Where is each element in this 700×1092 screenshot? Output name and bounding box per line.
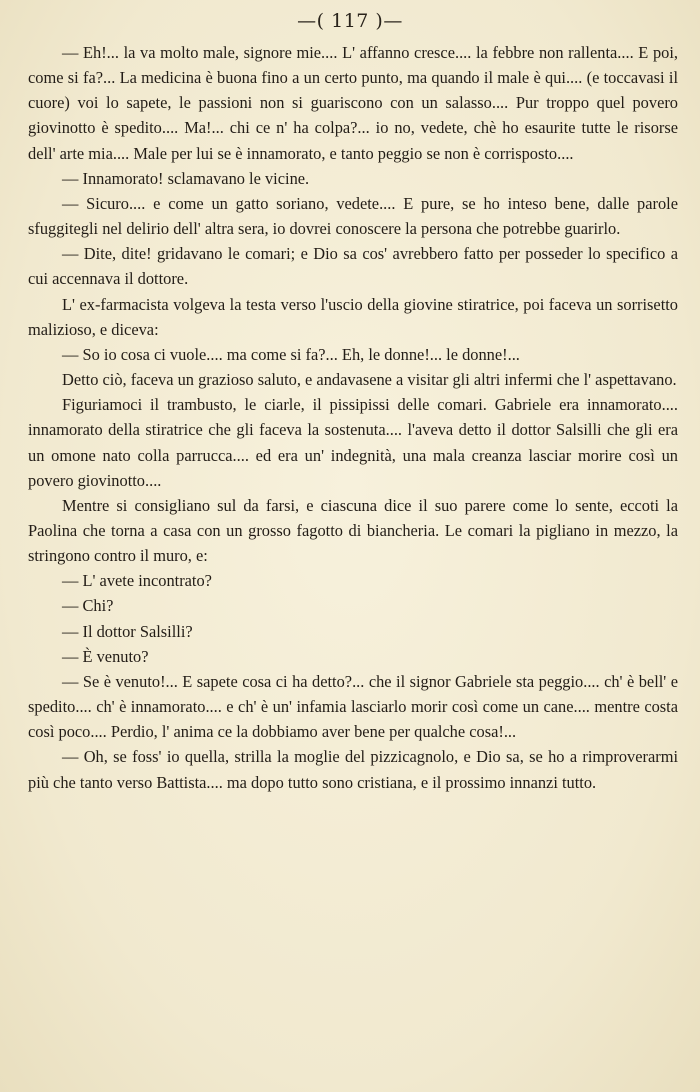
paragraph: Mentre si consigliano sul da farsi, e ciascuna dice il suo parere come lo sente, eccoti la Paolina che torna a casa con un grosso fagotto di biancheria. Le comari la pigliano in mezzo, la stringono contro il muro, e: (28, 495, 678, 566)
paragraph: — Sicuro.... e come un gatto soriano, vedete.... E pure, se ho inteso bene, dalle parole sfuggitegli nel delirio dell' altra sera, io dovrei conoscere la persona che potrebbe guarirlo. (28, 193, 678, 239)
paragraph: — Se è venuto!... E sapete cosa ci ha detto?... che il signor Gabriele sta peggio.... ch' è bell' e spedito.... ch' è innamorato.... e ch' è un' infamia lasciarlo morir così come un cane.... mentre costa così poco.... Perdio, l' anima ce la dobbiamo aver bene per qualche cosa!... (28, 671, 678, 742)
paragraph: — È venuto? (62, 646, 149, 666)
paragraph: — Oh, se foss' io quella, strilla la moglie del pizzicagnolo, e Dio sa, se ho a rimproverarmi più che tanto verso Battista.... ma dopo tutto sono cristiana, e il prossimo innanzi tutto. (28, 747, 678, 792)
paragraph: — L' avete incontrato? (62, 571, 212, 591)
paragraph: — So io cosa ci vuole.... ma come si fa?... Eh, le donne!... le donne!... (62, 344, 520, 364)
paragraph: Detto ciò, faceva un grazioso saluto, e andavasene a visitar gli altri infermi che l' aspettavano. (62, 370, 677, 390)
paragraph: Figuriamoci il trambusto, le ciarle, il pissipissi delle comari. Gabriele era innamorato.... innamorato della stiratrice che gli faceva la sostenuta.... l'aveva detto il dottor Salsilli che gli era un omone nato colla parrucca.... ed era un' indegnità, una mala creanza lasciar morire così un povero giovinotto.... (28, 395, 678, 490)
paragraph: — Il dottor Salsilli? (62, 621, 193, 641)
body-text (28, 40, 678, 795)
paragraph: — Chi? (62, 596, 114, 616)
paragraph: — Innamorato! sclamavano le vicine. (62, 168, 310, 188)
page-number-header: —( 117 )— (297, 10, 403, 32)
paragraph: — Dite, dite! gridavano le comari; e Dio sa cos' avrebbero fatto per posseder lo specifico a cui accennava il dottore. (28, 244, 678, 289)
paragraph: — Eh!... la va molto male, signore mie.... L' affanno cresce.... la febbre non rallenta.... E poi, come si fa?... La medicina è buona fino a un certo punto, ma quando il male è qui.... (e toccavasi il cuore) voi lo sapete, le passioni non si guariscono con un salasso.... Pur troppo quel povero giovinotto è spedito.... Ma!... chi ce n' ha colpa?... io no, vedete, chè ho esaurite tutte le risorse dell' arte mia.... Male per lui se è innamorato, e tanto peggio se non è corrisposto.... (28, 43, 678, 163)
paragraph: L' ex-farmacista volgeva la testa verso l'uscio della giovine stiratrice, poi faceva un sorrisetto malizioso, e diceva: (28, 294, 678, 339)
